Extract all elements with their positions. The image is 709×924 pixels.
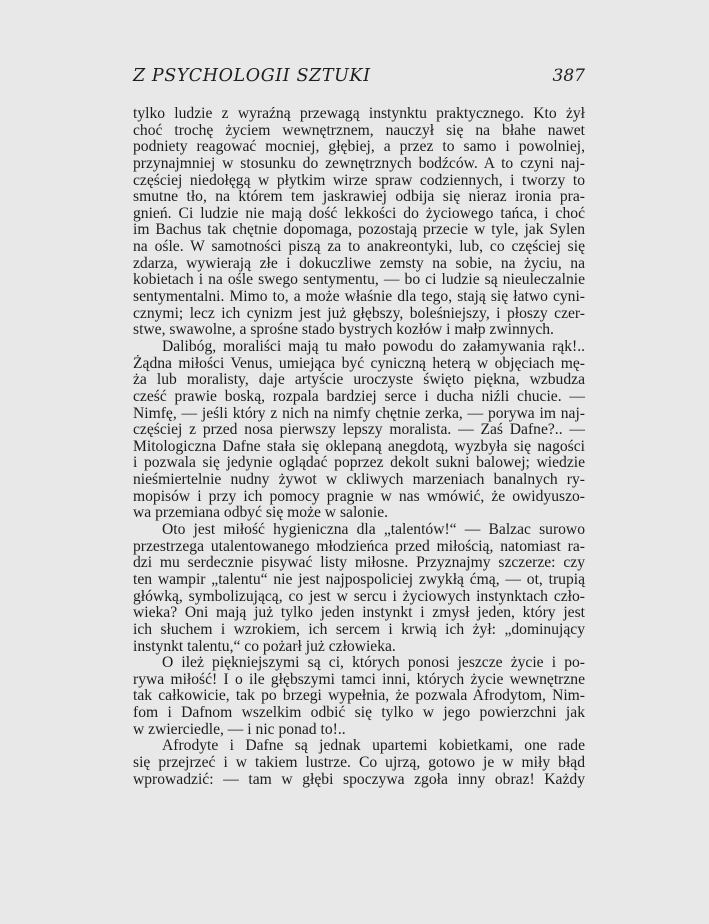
text-line: częściej z przed nosa pierwszy lepszy moralista. — Zaś Dafne?.. — [133, 421, 585, 439]
text-line: gnień. Ci ludzie nie mają dość lekkości do życiowego tańca, i choć [133, 204, 585, 222]
text-line: Afrodyte i Dafne są jednak upartemi kobietkami, one rade [162, 737, 585, 755]
running-head [133, 66, 585, 90]
text-line: im Bachus tak chętnie dopomaga, pozostają przecie w tyle, jak Sylen [133, 221, 585, 239]
text-line: ich słuchem i wzrokiem, ich sercem i krwią ich żył: „dominujący [133, 620, 585, 638]
text-line: się przejrzeć i w takiem lustrze. Co ujrzą, gotowo je w miły błąd [133, 753, 585, 771]
text-line: smutne tło, na którem tem jaskrawiej odbija się nieraz ironia pra- [133, 188, 585, 206]
text-line: instynkt talentu,“ co pożarł już człowieka. [133, 637, 396, 655]
text-line: cznymi; lecz ich cynizm jest już głębszy, boleśniejszy, i płoszy czer- [133, 304, 585, 322]
page-number: 387 [552, 66, 585, 86]
text-line: tak całkowicie, tak po brzegi wypełnia, że pozwala Afrodytom, Nim- [133, 687, 585, 705]
text-line: Żądna miłości Venus, umiejąca być cyniczną heterą w objęciach mę- [133, 354, 585, 372]
text-line: przestrzega utalentowanego młodzieńca przed miłością, natomiast ra- [133, 537, 585, 555]
text-line: nieśmiertelnie nudny żywot w ckliwych marzeniach banalnych ry- [133, 471, 585, 489]
text-line: sentymentalni. Mimo to, a może właśnie dla tego, stają się łatwo cyni- [133, 288, 585, 306]
text-line: fom i Dafnom wszelkim odbić się tylko w jego powierzchni jak [133, 704, 585, 722]
text-line: mopisów i przy ich pomocy pragnie w nas wmówić, że owidyuszo- [133, 487, 585, 505]
text-line: wprowadzić: — tam w głębi spoczywa zgoła inny obraz! Każdy [133, 770, 585, 788]
text-line: przynajmniej w stosunku do zewnętrznych bodźców. A to czyni naj- [133, 154, 585, 172]
text-line: Mitologiczna Dafne stała się oklepaną anegdotą, wyzbyła się nagości [133, 437, 585, 455]
text-line: i pozwala się jedynie oglądać poprzez dekolt sukni balowej; wiedzie [133, 454, 585, 472]
text-line: stwe, swawolne, a sprośne stado bystrych kozłów i małp zwinnych. [133, 321, 554, 339]
text-line: Dalibóg, moraliści mają tu mało powodu do załamywania rąk!.. [162, 337, 585, 355]
running-title: Z PSYCHOLOGII SZTUKI [133, 66, 371, 86]
text-line: wieka? Oni mają już tylko jeden instynkt i zmysł jeden, który jest [133, 604, 585, 622]
text-line: rywa miłość! I o ile głębszymi tamci inni, których życie wewnętrzne [133, 670, 585, 688]
text-line: na ośle. W samotności piszą za to anakreontyki, lub, co częściej się [133, 238, 585, 256]
text-line: choć trochę życiem wewnętrznem, nauczył się na błahe nawet [133, 121, 585, 139]
text-line: w zwierciedle, — i nic ponad to!.. [133, 720, 346, 738]
text-line: zdarza, wywierają złe i dokuczliwe zemsty na sobie, na życiu, na [133, 254, 585, 272]
text-line: Oto jest miłość hygieniczna dla „talentów!“ — Balzac surowo [162, 521, 585, 539]
text-line: kobietach i na ośle swego sentymentu, — bo ci ludzie są nieuleczalnie [133, 271, 585, 289]
text-line: cześć prawie boską, rozpala bardziej serce i ducha niźli chucie. — [133, 387, 585, 405]
text-line: wa przemiana odbyć się może w salonie. [133, 504, 389, 522]
text-line: podniety reagować mocniej, głębiej, a przez to samo i powolniej, [133, 138, 585, 156]
text-line: ża lub moralisty, daje artyście uroczyste święto piękna, wzbudza [133, 371, 585, 389]
text-line: częściej niedołęgą w płytkim wirze spraw codziennych, i tworzy to [133, 171, 585, 189]
text-line: O ileż piękniejszymi są ci, których ponosi jeszcze życie i po- [162, 654, 585, 672]
text-line: tylko ludzie z wyraźną przewagą instynktu praktycznego. Kto żył [133, 105, 585, 122]
text-line: ten wampir „talentu“ nie jest najpospoliciej zwykłą ćmą, — ot, trupią [133, 570, 585, 588]
body-text [133, 106, 585, 788]
text-line: główką, symbolizującą, co jest w sercu i życiowych instynktach czło- [133, 587, 585, 605]
text-line: Nimfę, — jeśli który z nich na nimfy chętnie zerka, — porywa im naj- [133, 404, 585, 422]
text-line: dzi mu serdecznie pisywać listy miłosne. Przyznajmy szczerze: czy [133, 554, 585, 572]
